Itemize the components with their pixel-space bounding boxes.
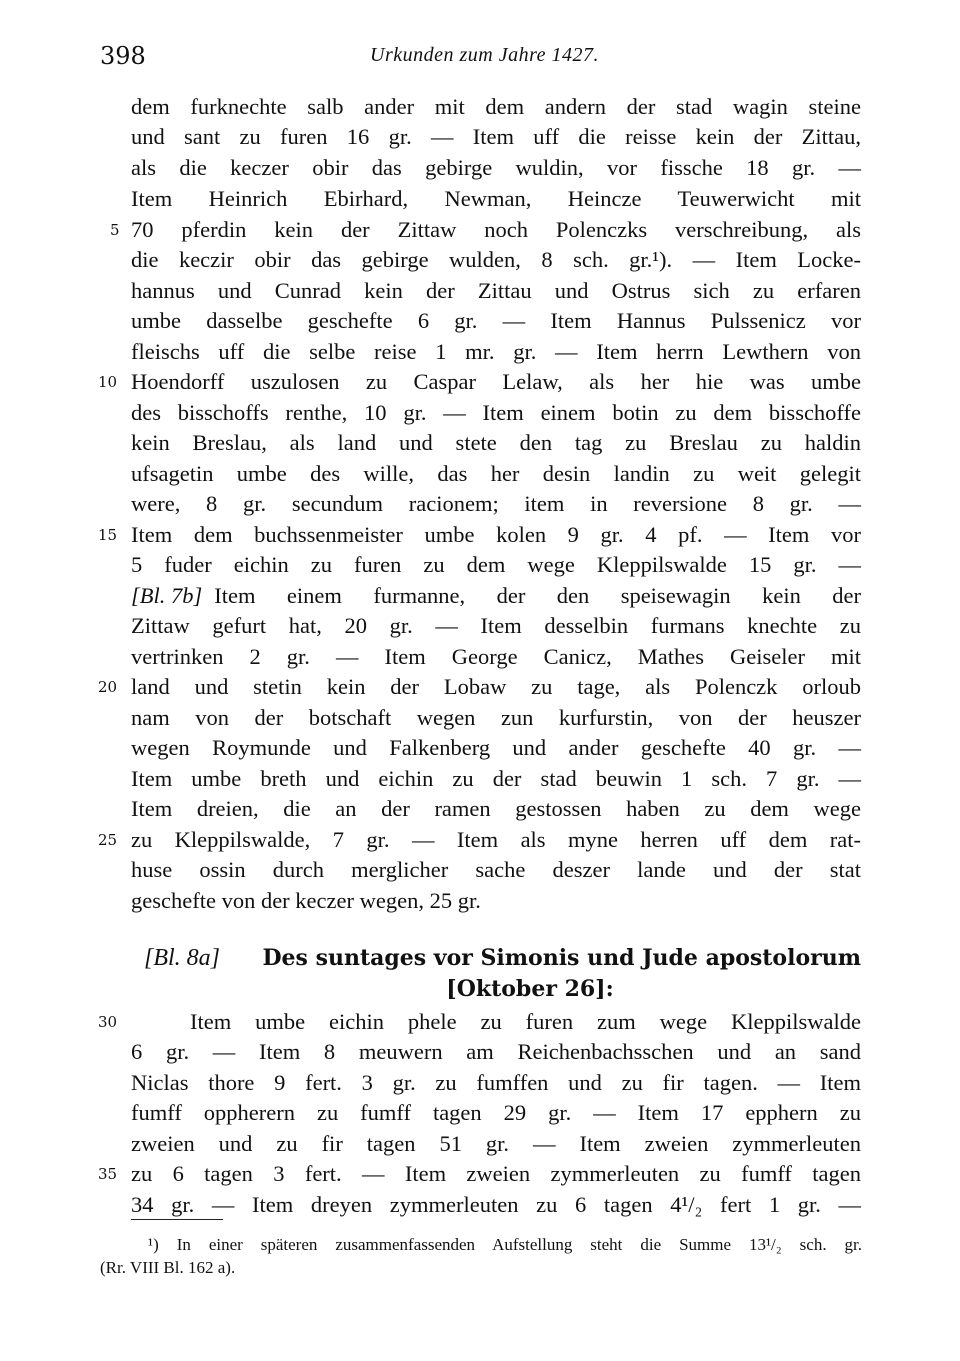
folio-reference: [Bl. 7b]: [131, 583, 203, 608]
text-line: Item dem buchssenmeister umbe kolen 9 gr. 4 pf. — Item vor: [131, 522, 861, 547]
line-number: 10: [98, 373, 118, 391]
text-line: umbe dasselbe geschefte 6 gr. — Item Hannus Pulssenicz vor: [131, 308, 861, 333]
text-line: Zittaw gefurt hat, 20 gr. — Item desselbin furmans knechte zu: [131, 613, 861, 638]
text-line: des bisschoffs renthe, 10 gr. — Item einem botin zu dem bisschoffe: [131, 400, 861, 425]
text-line: Item umbe breth und eichin zu der stad beuwin 1 sch. 7 gr. —: [131, 766, 861, 791]
text-line: zu 6 tagen 3 fert. — Item zweien zymmerleuten zu fumff tagen: [131, 1161, 861, 1186]
text-line: Item einem furmanne, der den speisewagin kein der: [214, 583, 861, 608]
text-line: die keczir obir das gebirge wulden, 8 sch. gr.¹). — Item Locke-: [131, 247, 861, 272]
text-line: 5 fuder eichin zu furen zu dem wege Kleppilswalde 15 gr. —: [131, 552, 861, 577]
text-line: hannus und Cunrad kein der Zittau und Ostrus sich zu erfaren: [131, 278, 861, 303]
text-line: zweien und zu fir tagen 51 gr. — Item zweien zymmerleuten: [131, 1131, 861, 1156]
text-line: Item dreien, die an der ramen gestossen haben zu dem wege: [131, 796, 861, 821]
line-number: 5: [110, 221, 120, 239]
text-line: nam von der botschaft wegen zun kurfurstin, von der heuszer: [131, 705, 861, 730]
text-line: kein Breslau, als land und stete den tag zu Breslau zu haldin: [131, 430, 861, 455]
text-line: Niclas thore 9 fert. 3 gr. zu fumffen und zu fir tagen. — Item: [131, 1070, 861, 1095]
footnote-rule: [131, 1219, 223, 1220]
text-line: ufsagetin umbe des wille, das her desin landin zu weit gelegit: [131, 461, 861, 486]
text-line: land und stetin kein der Lobaw zu tage, als Polenczk orloub: [131, 674, 861, 699]
line-number: 20: [98, 678, 118, 696]
text-line: dem furknechte salb ander mit dem andern der stad wagin steine: [131, 94, 861, 119]
text-line-with-folio: [131, 581, 861, 611]
text-line: Item umbe eichin phele zu furen zum wege Kleppilswalde: [190, 1009, 861, 1034]
text-line: vertrinken 2 gr. — Item George Canicz, Mathes Geiseler mit: [131, 644, 861, 669]
line-number: 30: [98, 1013, 118, 1031]
running-title: Urkunden zum Jahre 1427.: [370, 44, 600, 66]
text-line: fleischs uff die selbe reise 1 mr. gr. — Item herrn Lewthern von: [131, 339, 861, 364]
page-number: 398: [100, 42, 146, 70]
text-line: Item Heinrich Ebirhard, Newman, Heincze Teuwerwicht mit: [131, 186, 861, 211]
section-heading: [144, 943, 861, 973]
text-line: Hoendorff uszulosen zu Caspar Lelaw, als her hie was umbe: [131, 369, 861, 394]
text-line: als die keczer obir das gebirge wuldin, vor fissche 18 gr. —: [131, 155, 861, 180]
text-line: zu Kleppilswalde, 7 gr. — Item als myne herren uff dem rat-: [131, 827, 861, 852]
line-number: 35: [98, 1165, 118, 1183]
footnote-line: ¹) In einer späteren zusammenfassenden Aufstellung steht die Summe 13¹/₂ sch. gr.: [148, 1235, 862, 1254]
footnote-line: (Rr. VIII Bl. 162 a).: [100, 1258, 236, 1277]
heading-date: [Oktober 26]:: [446, 976, 614, 1002]
text-line: 70 pferdin kein der Zittaw noch Polenczks verschreibung, als: [131, 217, 861, 242]
text-line: 34 gr. — Item dreyen zymmerleuten zu 6 tagen 4¹/₂ fert 1 gr. —: [131, 1192, 861, 1217]
line-number: 25: [98, 831, 118, 849]
text-line: und sant zu furen 16 gr. — Item uff die reisse kein der Zittau,: [131, 124, 861, 149]
text-line: fumff oppherern zu fumff tagen 29 gr. — Item 17 epphern zu: [131, 1100, 861, 1125]
folio-reference: [Bl. 8a]: [144, 945, 221, 971]
text-line: huse ossin durch merglicher sache deszer lande und der stat: [131, 857, 861, 882]
text-line: geschefte von der keczer wegen, 25 gr.: [131, 888, 481, 913]
line-number: 15: [98, 526, 118, 544]
heading-title: Des suntages vor Simonis und Jude apostolorum: [262, 945, 861, 971]
text-line: were, 8 gr. secundum racionem; item in reversione 8 gr. —: [131, 491, 861, 516]
page-header: [0, 42, 960, 74]
text-line: wegen Roymunde und Falkenberg und ander geschefte 40 gr. —: [131, 735, 861, 760]
text-line: 6 gr. — Item 8 meuwern am Reichenbachsschen und an sand: [131, 1039, 861, 1064]
